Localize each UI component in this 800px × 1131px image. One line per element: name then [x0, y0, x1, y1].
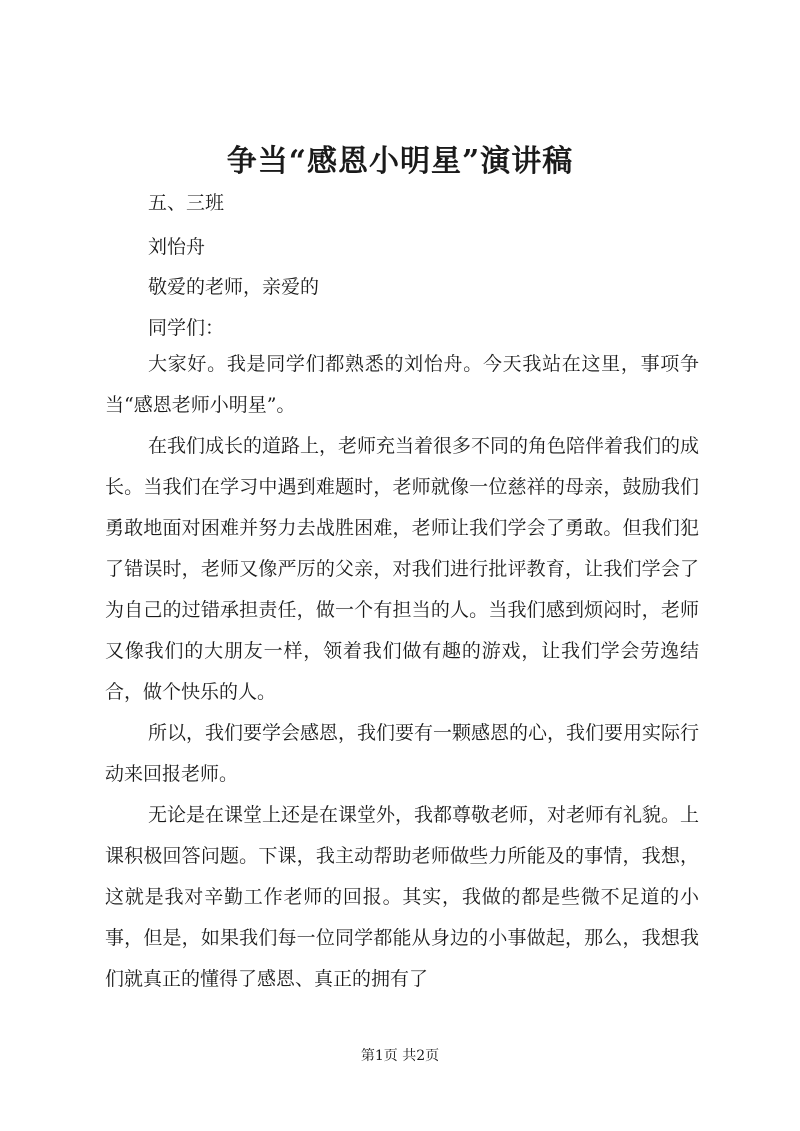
paragraph: 在我们成长的道路上，老师充当着很多不同的角色陪伴着我们的成长。当我们在学习中遇到难题时，老师就像一位慈祥的母亲，鼓励我们勇敢地面对困难并努力去战胜困难，老师让我们学会了勇敢。但我们犯了错误时，老师又像严厉的父亲，对我们进行批评教育，让我们学会了为自己的过错承担责任，做一个有担当的人。当我们感到烦闷时，老师又像我们的大朋友一样，领着我们做有趣的游戏，让我们学会劳逸结合，做个快乐的人。	[105, 435, 700, 703]
class-name: 五、三班	[148, 192, 225, 214]
document-body	[105, 344, 699, 1000]
page-footer: 第1页 共2页	[360, 1048, 440, 1064]
salutation-line-1: 敬爱的老师，亲爱的	[148, 276, 320, 298]
paragraph: 所以，我们要学会感恩，我们要有一颗感恩的心，我们要用实际行动来回报老师。	[105, 722, 700, 785]
paragraph: 大家好。我是同学们都熟悉的刘怡舟。今天我站在这里，事项争当“感恩老师小明星”。	[105, 353, 699, 416]
author-name: 刘怡舟	[148, 236, 206, 258]
paragraph: 无论是在课堂上还是在课堂外，我都尊敬老师，对老师有礼貌。上课积极回答问题。下课，我主动帮助老师做些力所能及的事情，我想，这就是我对辛勤工作老师的回报。其实，我做的都是些微不足道的小事，但是，如果我们每一位同学都能从身边的小事做起，那么，我想我们就真正的懂得了感恩、真正的拥有了	[105, 804, 700, 990]
document-title: 争当“感恩小明星”演讲稿	[226, 144, 574, 179]
salutation-line-2: 同学们：	[148, 317, 225, 339]
